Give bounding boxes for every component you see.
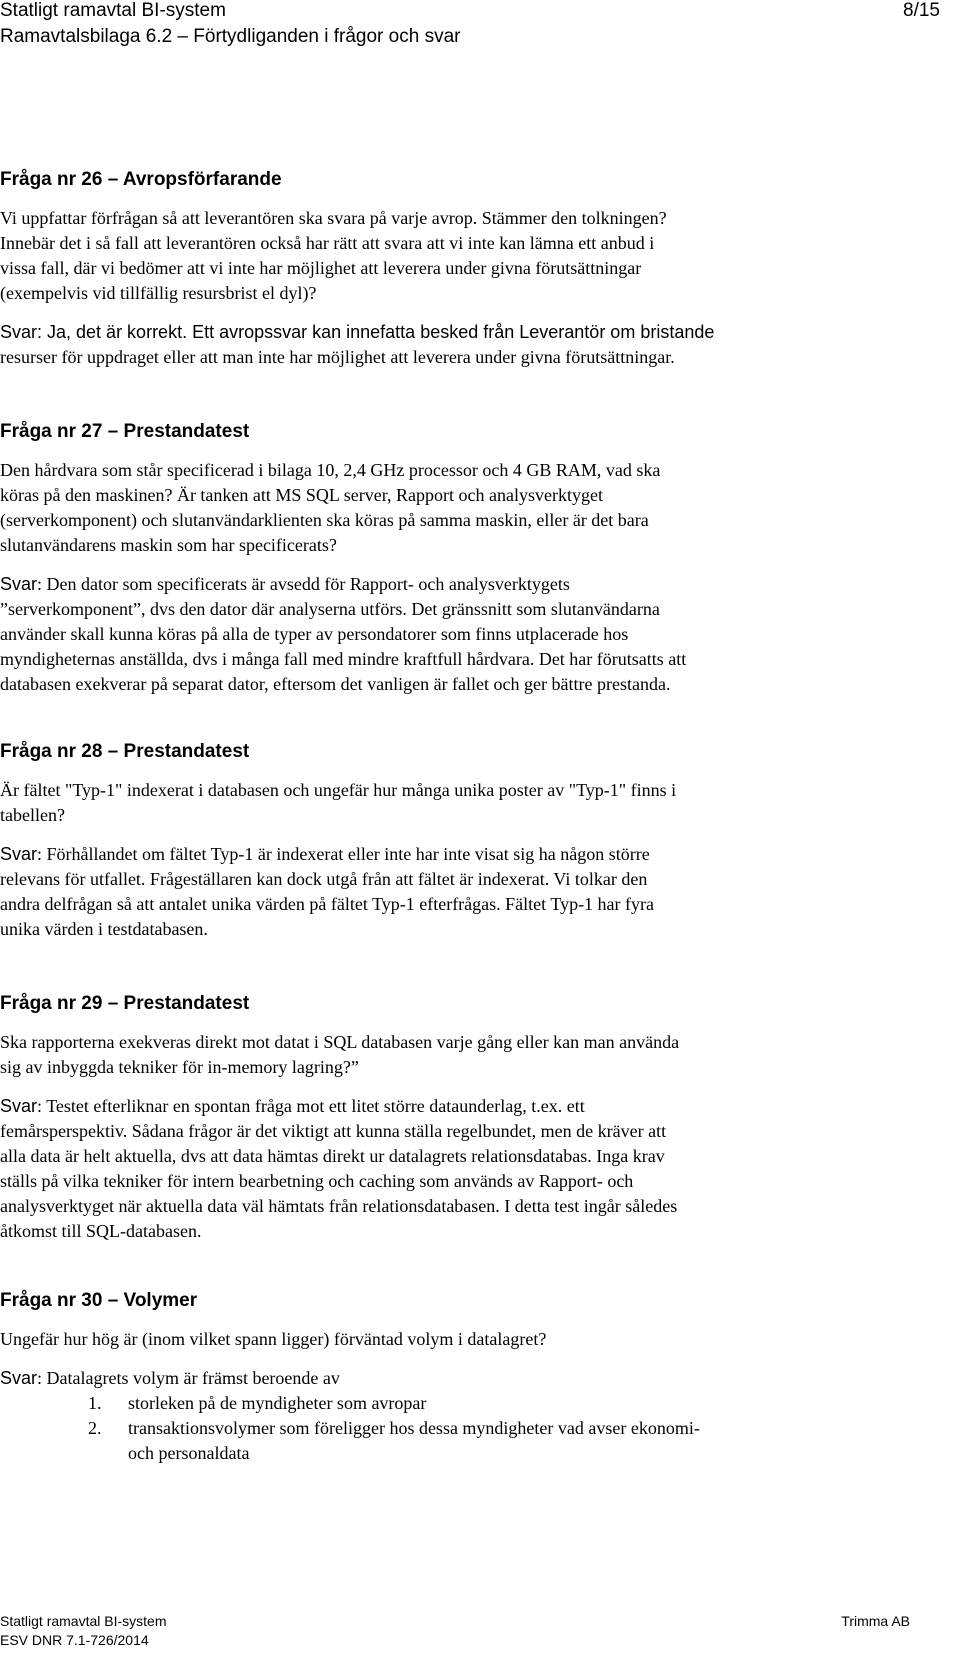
section-question-28: [0, 740, 920, 942]
answer-28-label: Svar: [0, 844, 38, 864]
q26-line-3: vissa fall, där vi bedömer att vi inte har möjlighet att leverera under givna förutsättningar: [0, 258, 642, 278]
answer-27-label: Svar: [0, 574, 38, 594]
answer-30-label: Svar: [0, 1368, 38, 1388]
answer-26-label: Svar: [0, 322, 38, 342]
question-29-text: [0, 1030, 920, 1080]
q26-line-2: Innebär det i så fall att leverantören också har rätt att svara att vi inte kan lämna ett anbud i: [0, 233, 655, 253]
list-item-text-continued: och personaldata: [128, 1443, 250, 1463]
q26-line-1: Vi uppfattar förfrågan så att leverantören ska svara på varje avrop. Stämmer den tolkningen?: [0, 208, 667, 228]
a30-line-1: : Datalagrets volym är främst beroende av: [37, 1368, 340, 1388]
q30-line-1: Ungefär hur hög är (inom vilket spann ligger) förväntad volym i datalagret?: [0, 1329, 547, 1349]
a28-line-2: relevans för utfallet. Frågeställaren kan dock utgå från att fältet är indexerat. Vi tolkar den: [0, 869, 648, 889]
list-item-number: 1.: [88, 1393, 102, 1413]
page-header: [0, 0, 940, 22]
answer-28-text: [0, 842, 920, 942]
question-26-heading: Fråga nr 26 – Avropsförfarande: [0, 169, 282, 190]
page-footer: [0, 1612, 910, 1630]
q27-line-2: köras på den maskinen? Är tanken att MS SQL server, Rapport och analysverktyget: [0, 485, 603, 505]
a29-line-3: alla data är helt aktuella, dvs att data hämtas direkt ur datalagrets relationsdatabas. Inga krav: [0, 1146, 665, 1166]
header-page-number: 8/15: [903, 0, 940, 21]
a28-line-4: unika värden i testdatabasen.: [0, 919, 208, 939]
a29-line-4: ställs på vilka tekniker för intern bearbetning och caching som används av Rapport- och: [0, 1171, 634, 1191]
q27-line-4: slutanvändarens maskin som har specificerats?: [0, 535, 337, 555]
a26-line-2: resurser för uppdraget eller att man inte har möjlighet att leverera under givna förutsättningar.: [0, 347, 675, 367]
footer-system-title: Statligt ramavtal BI-system: [0, 1613, 167, 1629]
section-question-29: [0, 992, 920, 1244]
a27-line-4: myndigheternas anställda, dvs i många fall med mindre kraftfull hårdvara. Det har förutsatts att: [0, 649, 687, 669]
a29-line-5: analysverktyget när aktuella data väl hämtats från relationsdatabasen. I detta test ingår således: [0, 1196, 678, 1216]
a29-line-1: : Testet efterliknar en spontan fråga mot ett litet större dataunderlag, t.ex. ett: [37, 1096, 585, 1116]
question-26-text: [0, 206, 920, 306]
list-item-text: transaktionsvolymer som föreligger hos dessa myndigheter vad avser ekonomi-: [128, 1418, 700, 1438]
a27-line-1: : Den dator som specificerats är avsedd för Rapport- och analysverktygets: [37, 574, 570, 594]
list-item-number: 2.: [88, 1418, 102, 1438]
q27-line-3: (serverkomponent) och slutanvändarklienten ska köras på samma maskin, eller är det bara: [0, 510, 649, 530]
a27-line-2: ”serverkomponent”, dvs den dator där analyserna utförs. Det gränssnitt som slutanvändarna: [0, 599, 660, 619]
a26-line-1: : Ja, det är korrekt. Ett avropssvar kan innefatta besked från Leverantör om bristande: [37, 322, 715, 342]
q26-line-4: (exempelvis vid tillfällig resursbrist el dyl)?: [0, 283, 317, 303]
q28-line-1: Är fältet "Typ-1" indexerat i databasen och ungefär hur många unika poster av "Typ-1" finns i: [0, 780, 677, 800]
question-29-heading: Fråga nr 29 – Prestandatest: [0, 993, 250, 1014]
footer-dnr: ESV DNR 7.1-726/2014: [0, 1632, 149, 1648]
q29-line-2: sig av inbyggda tekniker för in-memory lagring?”: [0, 1057, 359, 1077]
q28-line-2: tabellen?: [0, 805, 65, 825]
question-28-text: [0, 778, 920, 828]
header-system-title: Statligt ramavtal BI-system: [0, 0, 226, 21]
page-subheader: [0, 26, 940, 48]
list-item-text: storleken på de myndigheter som avropar: [128, 1393, 427, 1413]
a27-line-5: databasen exekverar på separat dator, eftersom det vanligen är fallet och ger bättre prestanda.: [0, 674, 671, 694]
a29-line-6: åtkomst till SQL-databasen.: [0, 1221, 202, 1241]
section-question-26: [0, 168, 920, 370]
page-footer-dnr: [0, 1631, 910, 1649]
answer-30-list: [0, 1391, 920, 1466]
question-28-heading: Fråga nr 28 – Prestandatest: [0, 741, 250, 762]
answer-26-text: [0, 320, 920, 370]
footer-company: Trimma AB: [841, 1613, 910, 1629]
section-question-27: [0, 420, 920, 697]
q27-line-1: Den hårdvara som står specificerad i bilaga 10, 2,4 GHz processor och 4 GB RAM, vad ska: [0, 460, 661, 480]
q29-line-1: Ska rapporterna exekveras direkt mot datat i SQL databasen varje gång eller kan man använda: [0, 1032, 680, 1052]
a28-line-3: andra delfrågan så att antalet unika värden på fältet Typ-1 efterfrågas. Fältet Typ-1 har fyra: [0, 894, 655, 914]
question-27-text: [0, 458, 920, 558]
question-27-heading: Fråga nr 27 – Prestandatest: [0, 421, 250, 442]
a27-line-3: använder skall kunna köras på alla de typer av persondatorer som finns utplacerade hos: [0, 624, 629, 644]
a28-line-1: : Förhållandet om fältet Typ-1 är indexerat eller inte har inte visat sig ha någon större: [37, 844, 650, 864]
answer-27-text: [0, 572, 920, 697]
list-item: [0, 1391, 920, 1416]
section-question-30: [0, 1289, 920, 1466]
a29-line-2: femårsperspektiv. Sådana frågor är det viktigt att kunna ställa regelbundet, men de kräver att: [0, 1121, 667, 1141]
question-30-text: [0, 1327, 920, 1352]
question-30-heading: Fråga nr 30 – Volymer: [0, 1290, 198, 1311]
header-subtitle: Ramavtalsbilaga 6.2 – Förtydliganden i frågor och svar: [0, 26, 461, 47]
answer-29-text: [0, 1094, 920, 1244]
answer-29-label: Svar: [0, 1096, 38, 1116]
list-item: [0, 1416, 920, 1466]
answer-30-text: [0, 1366, 920, 1391]
